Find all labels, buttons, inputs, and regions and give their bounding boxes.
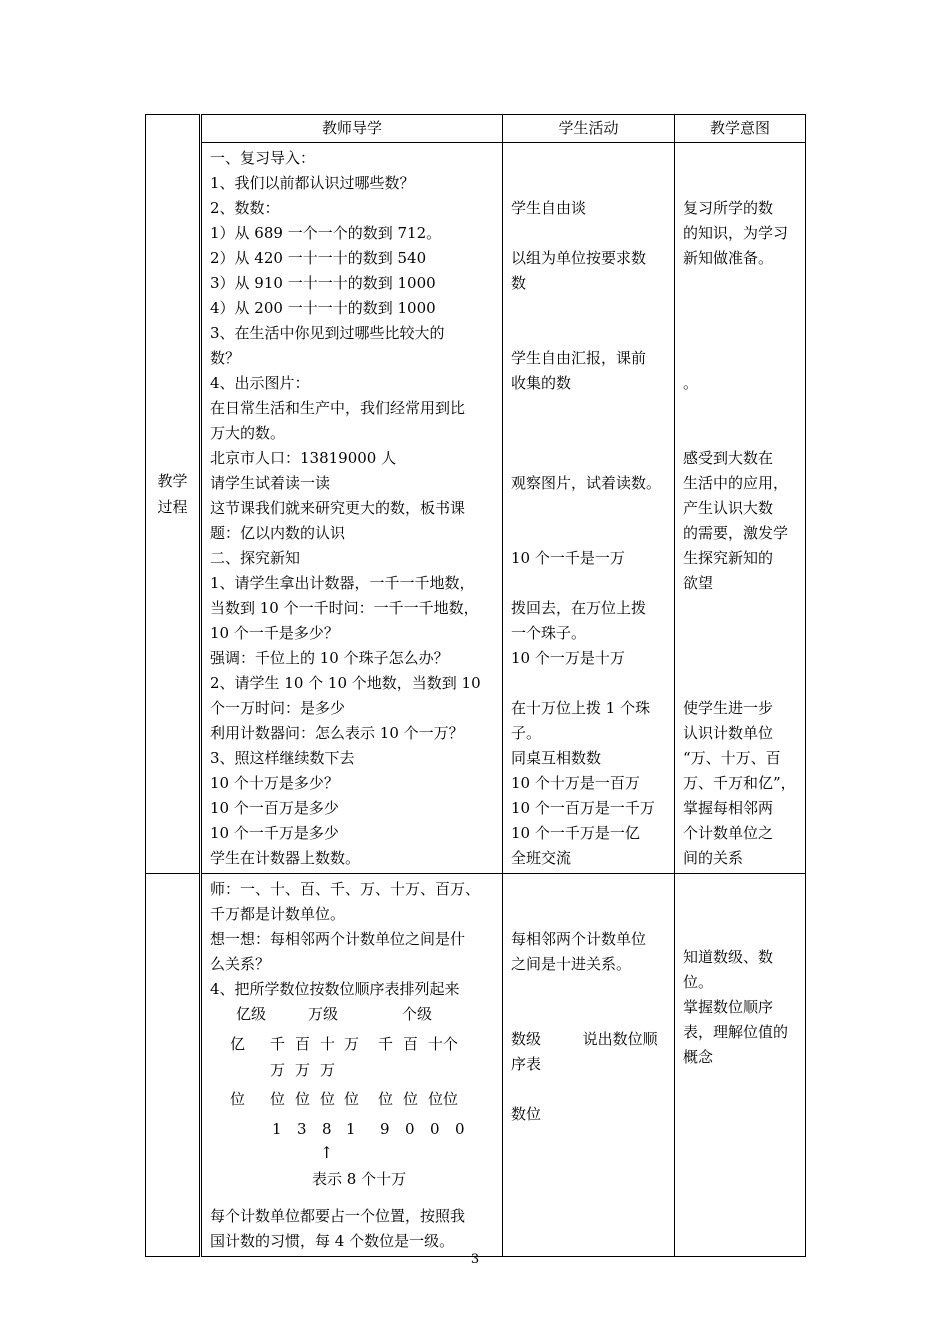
header-teacher: 教师导学 xyxy=(201,115,503,143)
intent-line: 的知识，为学习 xyxy=(683,224,789,242)
position: 位 xyxy=(378,1090,394,1108)
teacher-line: 每个计数单位都要占一个位置，按照我 xyxy=(210,1207,466,1225)
page-number: 3 xyxy=(470,1252,480,1267)
place-chart-note: 表示 8 个十万 xyxy=(312,1170,407,1188)
student-line: 之间是十进关系。 xyxy=(511,955,632,973)
student-line: 10 个一千是一万 xyxy=(511,549,625,567)
position: 位 xyxy=(270,1090,286,1108)
position: 位 xyxy=(344,1090,360,1108)
section-label-cell xyxy=(146,115,201,874)
intent-line: 。 xyxy=(683,374,699,392)
unit: 万 xyxy=(344,1035,360,1053)
unit: 万 xyxy=(320,1061,336,1079)
teacher-line: 10 个一千万是多少 xyxy=(210,824,339,842)
teacher-guide-cell-2 xyxy=(201,874,503,1257)
unit: 万 xyxy=(270,1061,286,1079)
unit: 亿 xyxy=(230,1035,246,1053)
teacher-line: 2、数数： xyxy=(210,199,280,217)
teacher-line: 2）从 420 一十一十的数到 540 xyxy=(210,249,427,267)
digit: 8 xyxy=(322,1120,332,1138)
teacher-line: 强调：千位上的 10 个珠子怎么办？ xyxy=(210,649,449,667)
intent-line: 生探究新知的 xyxy=(683,549,774,567)
level-wan: 万级 xyxy=(308,1005,339,1023)
intent-line: 认识计数单位 xyxy=(683,724,774,742)
student-activity-cell-2 xyxy=(503,874,675,1257)
digit: 0 xyxy=(405,1120,415,1138)
intent-line: 位。 xyxy=(683,973,714,991)
teacher-line: 10 个一百万是多少 xyxy=(210,799,339,817)
student-line: 子。 xyxy=(511,724,542,742)
intent-line: 感受到大数在 xyxy=(683,449,774,467)
intent-line: 欲望 xyxy=(683,574,714,592)
teacher-line: 万大的数。 xyxy=(210,424,286,442)
student-line: 同桌互相数数 xyxy=(511,749,602,767)
intent-line: 概念 xyxy=(683,1048,714,1066)
student-line: 10 个十万是一百万 xyxy=(511,774,640,792)
teacher-line: 10 个十万是多少？ xyxy=(210,774,339,792)
digit: 9 xyxy=(380,1120,390,1138)
student-line: 数位 xyxy=(511,1105,542,1123)
position: 位 xyxy=(403,1090,419,1108)
position: 位 xyxy=(295,1090,311,1108)
teacher-line: 学生在计数器上数数。 xyxy=(210,849,361,867)
teacher-line: 师：一、十、百、千、万、十万、百万、 xyxy=(210,880,481,898)
teacher-line: 利用计数器问：怎么表示 10 个一万？ xyxy=(210,724,464,742)
teacher-line: 在日常生活和生产中，我们经常用到比 xyxy=(210,399,466,417)
process-row-1 xyxy=(146,143,806,874)
teacher-line: 1、请学生拿出计数器，一千一千地数， xyxy=(210,574,475,592)
intent-line: 掌握每相邻两 xyxy=(683,799,774,817)
teaching-intent-cell-2 xyxy=(675,874,806,1257)
intent-line: 万、千万和亿”， xyxy=(683,774,796,792)
student-text: 数级 xyxy=(511,1030,542,1048)
place-value-chart xyxy=(210,1002,494,1152)
student-line: 全班交流 xyxy=(511,849,572,867)
student-line: 在十万位上拨 1 个珠 xyxy=(511,699,651,717)
student-line: 10 个一千万是一亿 xyxy=(511,824,640,842)
intent-line: 使学生进一步 xyxy=(683,699,774,717)
intent-line: 表，理解位值的 xyxy=(683,1023,789,1041)
intent-line: 掌握数位顺序 xyxy=(683,998,774,1016)
teacher-line: 3、在生活中你见到过哪些比较大的 xyxy=(210,324,445,342)
student-line: 学生自由汇报，课前 xyxy=(511,349,647,367)
intent-line: 的需要，激发学 xyxy=(683,524,789,542)
unit: 千 xyxy=(270,1035,286,1053)
intent-line: 个计数单位之 xyxy=(683,824,774,842)
student-line: 每相邻两个计数单位 xyxy=(511,930,647,948)
unit: 千 xyxy=(378,1035,394,1053)
teaching-intent-cell-1 xyxy=(675,143,806,874)
digit: 1 xyxy=(346,1120,356,1138)
teacher-line: 2、请学生 10 个 10 个地数，当数到 10 xyxy=(210,674,481,692)
unit: 十 xyxy=(320,1035,336,1053)
student-line: 10 个一万是十万 xyxy=(511,649,625,667)
intent-line: 知道数级、数 xyxy=(683,948,774,966)
unit: 十个 xyxy=(428,1035,459,1053)
intent-line: 产生认识大数 xyxy=(683,499,774,517)
position: 位 xyxy=(230,1090,246,1108)
teacher-guide-cell-1 xyxy=(201,143,503,874)
teacher-line: 国计数的习惯，每 4 个数位是一级。 xyxy=(210,1232,455,1250)
teacher-line: 二、探究新知 xyxy=(210,549,301,567)
unit: 百 xyxy=(403,1035,419,1053)
teacher-line: 题：亿以内数的认识 xyxy=(210,524,346,542)
student-line: 学生自由谈 xyxy=(511,199,587,217)
teacher-line: 10 个一千是多少？ xyxy=(210,624,339,642)
teacher-line: 么关系？ xyxy=(210,955,271,973)
teacher-line: 请学生试着读一读 xyxy=(210,474,331,492)
teacher-line: 数？ xyxy=(210,349,241,367)
level-yi: 亿级 xyxy=(236,1005,267,1023)
teacher-line: 当数到 10 个一千时问：一千一千地数， xyxy=(210,599,479,617)
teacher-line: 北京市人口：13819000 人 xyxy=(210,449,397,467)
teacher-line: 1）从 689 一个一个的数到 712。 xyxy=(210,224,442,242)
unit: 百 xyxy=(295,1035,311,1053)
teacher-line: 这节课我们就来研究更大的数，板书课 xyxy=(210,499,466,517)
process-row-2 xyxy=(146,874,806,1257)
section-label-empty-cell xyxy=(146,874,201,1257)
student-line xyxy=(511,1027,666,1052)
teacher-line: 1、我们以前都认识过哪些数？ xyxy=(210,174,415,192)
teacher-line: 4、把所学数位按数位顺序表排列起来 xyxy=(210,980,460,998)
teacher-line: 4）从 200 一十一十的数到 1000 xyxy=(210,299,436,317)
intent-line: 新知做准备。 xyxy=(683,249,774,267)
intent-line: 间的关系 xyxy=(683,849,744,867)
digit: 1 xyxy=(272,1120,282,1138)
section-label: 教学过程 xyxy=(157,472,188,516)
teacher-line: 想一想：每相邻两个计数单位之间是什 xyxy=(210,930,466,948)
teacher-line: 3）从 910 一十一十的数到 1000 xyxy=(210,274,436,292)
level-ge: 个级 xyxy=(402,1005,433,1023)
up-arrow-icon: ↑ xyxy=(320,1143,334,1162)
header-intent: 教学意图 xyxy=(675,115,806,143)
intent-line: “万、十万、百 xyxy=(683,749,781,767)
intent-line: 生活中的应用， xyxy=(683,474,789,492)
student-text: 说出数位顺 xyxy=(582,1030,658,1048)
position: 位 xyxy=(320,1090,336,1108)
lesson-plan-table xyxy=(145,114,806,1257)
student-line: 序表 xyxy=(511,1055,542,1073)
intent-line: 复习所学的数 xyxy=(683,199,774,217)
table-header-row xyxy=(146,115,806,143)
student-line: 观察图片，试着读数。 xyxy=(511,474,662,492)
teacher-line: 一、复习导入： xyxy=(210,149,316,167)
student-line: 数 xyxy=(511,274,527,292)
teacher-line: 千万都是计数单位。 xyxy=(210,905,346,923)
teacher-line: 3、照这样继续数下去 xyxy=(210,749,355,767)
teacher-line: 4、出示图片： xyxy=(210,374,310,392)
header-student: 学生活动 xyxy=(503,115,675,143)
unit: 万 xyxy=(295,1061,311,1079)
student-line: 以组为单位按要求数 xyxy=(511,249,647,267)
digit: 0 xyxy=(455,1120,465,1138)
student-line: 一个珠子。 xyxy=(511,624,587,642)
student-activity-cell-1 xyxy=(503,143,675,874)
student-line: 拨回去，在万位上拨 xyxy=(511,599,647,617)
student-line: 收集的数 xyxy=(511,374,572,392)
student-line: 10 个一百万是一千万 xyxy=(511,799,655,817)
teacher-line: 个一万时问：是多少 xyxy=(210,699,346,717)
digit: 3 xyxy=(297,1120,307,1138)
position: 位位 xyxy=(428,1090,459,1108)
digit: 0 xyxy=(430,1120,440,1138)
